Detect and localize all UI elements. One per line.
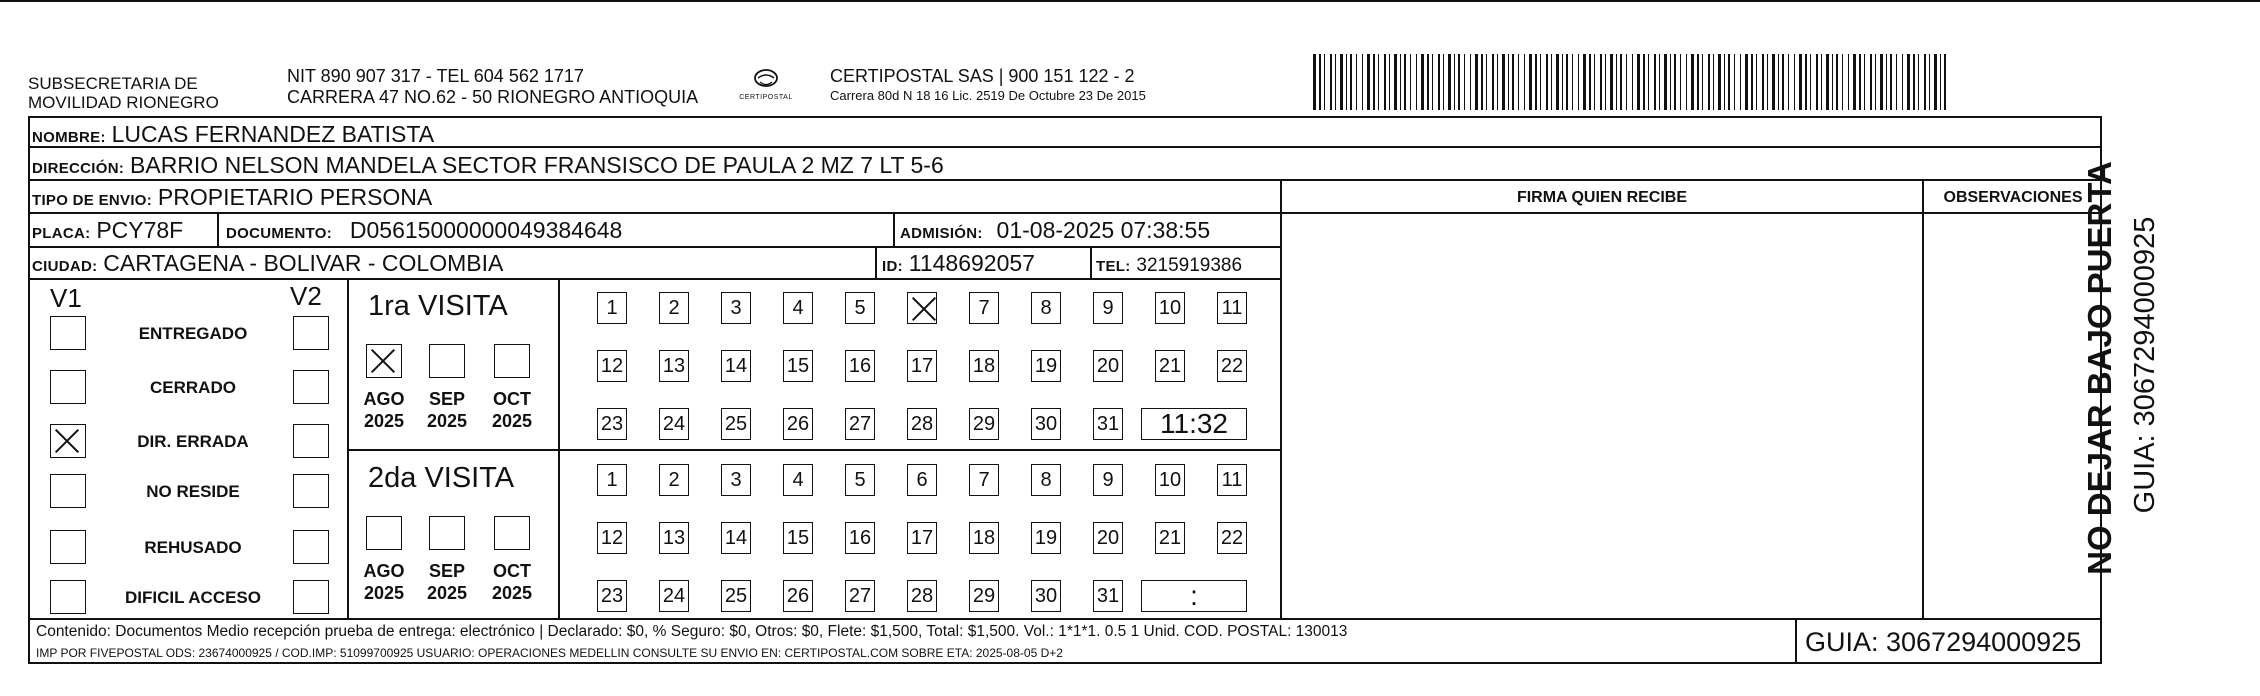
- day-box[interactable]: 18: [969, 522, 999, 554]
- barcode-bar: [1335, 54, 1336, 110]
- barcode-bar: [1648, 54, 1649, 110]
- barcode-bar: [1826, 54, 1829, 110]
- barcode-bar: [1880, 54, 1883, 110]
- v2-checkbox[interactable]: [293, 474, 329, 508]
- v1-checkbox[interactable]: [50, 316, 86, 350]
- barcode-bar: [1346, 54, 1347, 110]
- day-box[interactable]: 29: [969, 580, 999, 612]
- barcode-bar: [1556, 54, 1559, 110]
- day-box[interactable]: 19: [1031, 350, 1061, 382]
- day-box[interactable]: 17: [907, 350, 937, 382]
- day-box[interactable]: 22: [1217, 350, 1247, 382]
- barcode-bar: [1481, 54, 1483, 110]
- license-line: Carrera 80d N 18 16 Lic. 2519 De Octubre 23 De 2015: [830, 88, 1146, 103]
- barcode-bar: [1448, 54, 1451, 110]
- barcode-bar: [1373, 54, 1375, 110]
- barcode-bar: [1853, 54, 1856, 110]
- barcode-bar: [1432, 54, 1433, 110]
- day-box[interactable]: 27: [845, 580, 875, 612]
- day-box[interactable]: 31: [1093, 580, 1123, 612]
- day-box[interactable]: 21: [1155, 522, 1185, 554]
- barcode-bar: [1875, 54, 1876, 110]
- barcode-bar: [1362, 54, 1363, 110]
- barcode-bar: [1745, 54, 1748, 110]
- signature-divider: [1280, 179, 1282, 618]
- visit-title: 2da VISITA: [368, 462, 515, 494]
- placa-value: PCY78F: [96, 217, 184, 243]
- barcode-bar: [1907, 54, 1910, 110]
- nombre-row: [32, 122, 434, 150]
- sig-header-line: [1280, 212, 2102, 214]
- barcode-bar: [1421, 54, 1424, 110]
- direccion-value: BARRIO NELSON MANDELA SECTOR FRANSISCO DE PAULA 2 MZ 7 LT 5-6: [130, 152, 944, 178]
- v1-label: V1: [50, 283, 82, 313]
- day-box[interactable]: 7: [969, 292, 999, 324]
- day-box[interactable]: 13: [659, 522, 689, 554]
- status-label: ENTREGADO: [138, 324, 248, 343]
- id-label: ID:: [882, 258, 903, 275]
- barcode-bar: [1578, 54, 1579, 110]
- day-box[interactable]: 10: [1155, 464, 1185, 496]
- barcode-bar: [1778, 54, 1779, 110]
- month-year: 2025: [491, 583, 533, 603]
- barcode-bar: [1620, 54, 1622, 110]
- month-checkbox[interactable]: [429, 344, 465, 378]
- barcode-bar: [1864, 54, 1865, 110]
- no-dejar-bajo-puerta: NO DEJAR BAJO PUERTA: [2081, 161, 2118, 575]
- barcode-bar: [1728, 54, 1730, 110]
- day-box[interactable]: 4: [783, 464, 813, 496]
- status-label: CERRADO: [150, 378, 236, 397]
- barcode-bar: [1805, 54, 1807, 110]
- barcode-bar: [1697, 54, 1699, 110]
- v2-checkbox[interactable]: [293, 580, 329, 614]
- barcode-bar: [1674, 54, 1676, 110]
- month-year: 2025: [363, 411, 405, 431]
- barcode-bar: [1637, 54, 1640, 110]
- day-box[interactable]: 9: [1093, 292, 1123, 324]
- barcode-bar: [1751, 54, 1753, 110]
- month-name: OCT: [493, 389, 531, 409]
- day-box[interactable]: 12: [597, 350, 627, 382]
- barcode-bar: [1870, 54, 1872, 110]
- logo-text: CERTIPOSTAL: [739, 94, 793, 101]
- barcode-bar: [1859, 54, 1861, 110]
- tel-label: TEL:: [1096, 258, 1131, 275]
- ciudad-value: CARTAGENA - BOLIVAR - COLOMBIA: [103, 250, 504, 276]
- status-label: DIR. ERRADA: [137, 432, 249, 451]
- day-box[interactable]: 20: [1093, 350, 1123, 382]
- barcode-bar: [1616, 54, 1617, 110]
- v1-checkbox[interactable]: [50, 370, 86, 404]
- barcode-bar: [1497, 54, 1498, 110]
- documento-label: DOCUMENTO:: [226, 225, 333, 242]
- admision-value: 01-08-2025 07:38:55: [996, 217, 1211, 243]
- day-box[interactable]: 23: [597, 580, 627, 612]
- v2-checkbox[interactable]: [293, 316, 329, 350]
- barcode-bar: [1718, 54, 1721, 110]
- barcode: [1313, 54, 1949, 110]
- barcode-bar: [1762, 54, 1764, 110]
- v2-checkbox[interactable]: [293, 370, 329, 404]
- day-box[interactable]: 24: [659, 580, 689, 612]
- barcode-bar: [1664, 54, 1667, 110]
- month-label: [357, 388, 411, 432]
- v2-checkbox[interactable]: [293, 530, 329, 564]
- v1-checkbox[interactable]: [50, 580, 86, 614]
- month-label: [420, 388, 474, 432]
- barcode-bar: [1384, 54, 1386, 110]
- day-box[interactable]: 8: [1031, 464, 1061, 496]
- day-box[interactable]: 14: [721, 350, 751, 382]
- month-checkbox[interactable]: [494, 344, 530, 378]
- placa-cell: [32, 218, 183, 246]
- month-label: [485, 560, 539, 604]
- month-label: [485, 388, 539, 432]
- barcode-bar: [1934, 54, 1937, 110]
- status-divider: [347, 278, 349, 618]
- org-contact: [287, 66, 698, 108]
- day-box[interactable]: 28: [907, 408, 937, 440]
- time-box[interactable]: 11:32: [1141, 408, 1247, 440]
- barcode-bar: [1594, 54, 1595, 110]
- barcode-bar: [1508, 54, 1509, 110]
- day-box[interactable]: 15: [783, 522, 813, 554]
- barcode-bar: [1654, 54, 1656, 110]
- day-box[interactable]: 11: [1217, 292, 1247, 324]
- day-box[interactable]: 25: [721, 580, 751, 612]
- check-x-icon: [54, 428, 80, 454]
- documento-cell: [226, 218, 622, 246]
- barcode-bar: [1724, 54, 1725, 110]
- barcode-bar: [1686, 54, 1687, 110]
- month-name: AGO: [363, 561, 405, 581]
- month-name: OCT: [493, 561, 531, 581]
- barcode-bar: [1535, 54, 1537, 110]
- nit-line: NIT 890 907 317 - TEL 604 562 1717: [287, 66, 584, 86]
- day-box[interactable]: 31: [1093, 408, 1123, 440]
- barcode-bar: [1438, 54, 1440, 110]
- barcode-bar: [1794, 54, 1795, 110]
- direccion-row: [32, 153, 944, 181]
- month-name: SEP: [428, 561, 466, 581]
- month-name: AGO: [363, 389, 405, 409]
- day-box[interactable]: 12: [597, 522, 627, 554]
- tel-value: 3215919386: [1136, 255, 1243, 276]
- day-box[interactable]: 26: [783, 408, 813, 440]
- day-box[interactable]: [907, 292, 937, 324]
- barcode-bar: [1842, 54, 1843, 110]
- day-box[interactable]: 2: [659, 292, 689, 324]
- nombre-label: NOMBRE:: [32, 129, 106, 146]
- day-box[interactable]: 4: [783, 292, 813, 324]
- barcode-bar: [1443, 54, 1444, 110]
- day-box[interactable]: 15: [783, 350, 813, 382]
- company-info: [830, 66, 1146, 105]
- barcode-bar: [1772, 54, 1775, 110]
- barcode-bar: [1367, 54, 1370, 110]
- day-box[interactable]: 10: [1155, 292, 1185, 324]
- barcode-bar: [1389, 54, 1390, 110]
- day-box[interactable]: 1: [597, 464, 627, 496]
- documento-value: D05615000000049384648: [349, 217, 623, 243]
- barcode-bar: [1464, 54, 1465, 110]
- side-guia: GUIA: 3067294000925: [2129, 216, 2161, 514]
- barcode-bar: [1782, 54, 1784, 110]
- barcode-bar: [1890, 54, 1892, 110]
- barcode-bar: [1551, 54, 1552, 110]
- barcode-bar: [1486, 54, 1487, 110]
- barcode-bar: [1821, 54, 1822, 110]
- day-box[interactable]: 2: [659, 464, 689, 496]
- barcode-bar: [1540, 54, 1541, 110]
- barcode-bar: [1913, 54, 1915, 110]
- org-line-2: MOVILIDAD RIONEGRO: [28, 93, 219, 112]
- check-x-icon: [911, 296, 937, 322]
- month-checkbox[interactable]: [429, 516, 465, 550]
- barcode-bar: [1319, 54, 1321, 110]
- barcode-bar: [1902, 54, 1903, 110]
- barcode-bar: [1458, 54, 1460, 110]
- barcode-bar: [1632, 54, 1633, 110]
- footer-line: [28, 618, 2102, 620]
- barcode-bar: [1566, 54, 1568, 110]
- barcode-bar: [1394, 54, 1397, 110]
- barcode-bar: [1659, 54, 1660, 110]
- barcode-bar: [1767, 54, 1768, 110]
- barcode-bar: [1529, 54, 1532, 110]
- observaciones-label: OBSERVACIONES: [1943, 189, 2083, 206]
- ciudad-label: CIUDAD:: [32, 258, 98, 275]
- barcode-bar: [1643, 54, 1645, 110]
- day-box[interactable]: 18: [969, 350, 999, 382]
- day-box[interactable]: 27: [845, 408, 875, 440]
- barcode-bar: [1713, 54, 1714, 110]
- barcode-bar: [1350, 54, 1352, 110]
- status-label: NO RESIDE: [146, 482, 240, 501]
- day-box[interactable]: 19: [1031, 522, 1061, 554]
- direccion-label: DIRECCIÓN:: [32, 160, 125, 177]
- day-box[interactable]: 5: [845, 464, 875, 496]
- day-box[interactable]: 22: [1217, 522, 1247, 554]
- day-box[interactable]: 17: [907, 522, 937, 554]
- id-cell: [882, 251, 1035, 279]
- barcode-bar: [1583, 54, 1586, 110]
- v1-checkbox[interactable]: [50, 530, 86, 564]
- cell-divider: [875, 246, 877, 278]
- contenido-line: Contenido: Documentos Medio recepción prueba de entrega: electrónico | Declarado: $0, % Seguro: $0, Otros: $0, Flete: $1,500, Total: $1,500. Vol.: 1*1*1. 0.5 1 Unid. COD. POSTAL: 130013: [36, 623, 1348, 640]
- cell-divider: [217, 212, 219, 246]
- tipo-envio-row: [32, 185, 432, 213]
- barcode-bar: [1832, 54, 1833, 110]
- time-box[interactable]: :: [1141, 580, 1247, 612]
- certipostal-logo: [738, 62, 794, 108]
- day-box[interactable]: 30: [1031, 408, 1061, 440]
- footer-divider: [1795, 618, 1797, 664]
- barcode-bar: [1410, 54, 1411, 110]
- barcode-bar: [1492, 54, 1494, 110]
- barcode-bar: [1886, 54, 1887, 110]
- barcode-bar: [1600, 54, 1602, 110]
- barcode-bar: [1918, 54, 1919, 110]
- barcode-bar: [1816, 54, 1818, 110]
- month-year: 2025: [491, 411, 533, 431]
- day-box[interactable]: 24: [659, 408, 689, 440]
- observaciones-divider: [1922, 179, 1924, 618]
- barcode-bar: [1924, 54, 1926, 110]
- day-box[interactable]: 16: [845, 522, 875, 554]
- barcode-bar: [1940, 54, 1941, 110]
- org-line-1: SUBSECRETARIA DE: [28, 74, 198, 93]
- visit-title: 1ra VISITA: [368, 290, 508, 322]
- visit-separator: [347, 449, 1280, 451]
- company-line: CERTIPOSTAL SAS | 900 151 122 - 2: [830, 66, 1135, 86]
- barcode-bar: [1848, 54, 1849, 110]
- barcode-bar: [1427, 54, 1429, 110]
- status-label: DIFICIL ACCESO: [124, 588, 261, 607]
- barcode-bar: [1400, 54, 1401, 110]
- cell-divider: [1090, 246, 1092, 278]
- month-checkbox[interactable]: [366, 344, 402, 378]
- day-box[interactable]: 14: [721, 522, 751, 554]
- visit-divider: [558, 278, 560, 618]
- tipo-envio-label: TIPO DE ENVIO:: [32, 192, 153, 209]
- barcode-bar: [1670, 54, 1671, 110]
- day-box[interactable]: 1: [597, 292, 627, 324]
- day-box[interactable]: 5: [845, 292, 875, 324]
- barcode-bar: [1788, 54, 1789, 110]
- barcode-bar: [1356, 54, 1357, 110]
- barcode-bar: [1605, 54, 1606, 110]
- day-box[interactable]: 3: [721, 292, 751, 324]
- barcode-bar: [1680, 54, 1681, 110]
- nombre-value: LUCAS FERNANDEZ BATISTA: [111, 121, 435, 147]
- v1-checkbox[interactable]: [50, 424, 86, 458]
- month-label: [357, 560, 411, 604]
- barcode-bar: [1340, 54, 1343, 110]
- barcode-bar: [1610, 54, 1613, 110]
- day-box[interactable]: 29: [969, 408, 999, 440]
- day-box[interactable]: 11: [1217, 464, 1247, 496]
- month-year: 2025: [363, 583, 405, 603]
- admision-label: ADMISIÓN:: [900, 225, 983, 242]
- v1-checkbox[interactable]: [50, 474, 86, 508]
- barcode-bar: [1512, 54, 1514, 110]
- day-box[interactable]: 23: [597, 408, 627, 440]
- month-name: SEP: [428, 389, 466, 409]
- status-label: REHUSADO: [144, 538, 242, 557]
- guia-footer: GUIA: 3067294000925: [1805, 627, 2082, 657]
- top-border: [0, 0, 2260, 2]
- placa-label: PLACA:: [32, 225, 91, 242]
- month-year: 2025: [426, 583, 468, 603]
- barcode-bar: [1546, 54, 1548, 110]
- barcode-bar: [1324, 54, 1325, 110]
- barcode-bar: [1330, 54, 1332, 110]
- barcode-bar: [1518, 54, 1519, 110]
- day-box[interactable]: 21: [1155, 350, 1185, 382]
- check-x-icon: [370, 348, 396, 374]
- ciudad-cell: [32, 251, 503, 279]
- day-box[interactable]: 6: [907, 464, 937, 496]
- row-line: [28, 246, 1280, 248]
- barcode-bar: [1944, 54, 1946, 110]
- month-year: 2025: [426, 411, 468, 431]
- month-checkbox[interactable]: [366, 516, 402, 550]
- day-box[interactable]: 9: [1093, 464, 1123, 496]
- barcode-bar: [1378, 54, 1379, 110]
- day-box[interactable]: 26: [783, 580, 813, 612]
- barcode-bar: [1502, 54, 1505, 110]
- barcode-bar: [1810, 54, 1811, 110]
- day-box[interactable]: 16: [845, 350, 875, 382]
- org-name: [28, 74, 219, 112]
- barcode-bar: [1313, 54, 1316, 110]
- barcode-bar: [1524, 54, 1525, 110]
- barcode-bar: [1799, 54, 1802, 110]
- barcode-bar: [1475, 54, 1478, 110]
- barcode-bar: [1572, 54, 1573, 110]
- barcode-bar: [1626, 54, 1627, 110]
- v2-label: V2: [290, 281, 322, 311]
- barcode-bar: [1416, 54, 1417, 110]
- day-box[interactable]: 20: [1093, 522, 1123, 554]
- barcode-bar: [1929, 54, 1930, 110]
- barcode-bar: [1734, 54, 1735, 110]
- tipo-envio-value: PROPIETARIO PERSONA: [157, 184, 433, 210]
- barcode-bar: [1562, 54, 1563, 110]
- cell-divider: [893, 212, 895, 246]
- barcode-bar: [1702, 54, 1703, 110]
- barcode-bar: [1470, 54, 1471, 110]
- barcode-bar: [1404, 54, 1406, 110]
- day-box[interactable]: 25: [721, 408, 751, 440]
- day-box[interactable]: 8: [1031, 292, 1061, 324]
- month-label: [420, 560, 474, 604]
- month-checkbox[interactable]: [494, 516, 530, 550]
- barcode-bar: [1836, 54, 1838, 110]
- admision-cell: [900, 218, 1210, 246]
- day-box[interactable]: 28: [907, 580, 937, 612]
- tel-cell: [1096, 253, 1242, 279]
- v2-checkbox[interactable]: [293, 424, 329, 458]
- imp-line: IMP POR FIVEPOSTAL ODS: 23674000925 / COD.IMP: 51099700925 USUARIO: OPERACIONES MEDELLIN CONSULTE SU ENVIO EN: CERTIPOSTAL.COM SOBRE ETA: 2025-08-05 D+2: [36, 646, 1063, 660]
- day-box[interactable]: 7: [969, 464, 999, 496]
- barcode-bar: [1589, 54, 1591, 110]
- day-box[interactable]: 30: [1031, 580, 1061, 612]
- barcode-bar: [1756, 54, 1757, 110]
- firma-quien-recibe-label: FIRMA QUIEN RECIBE: [1516, 189, 1688, 206]
- day-box[interactable]: 13: [659, 350, 689, 382]
- day-box[interactable]: 3: [721, 464, 751, 496]
- barcode-bar: [1691, 54, 1694, 110]
- address-line: CARRERA 47 NO.62 - 50 RIONEGRO ANTIOQUIA: [287, 87, 699, 107]
- barcode-bar: [1896, 54, 1897, 110]
- barcode-bar: [1708, 54, 1710, 110]
- barcode-bar: [1740, 54, 1741, 110]
- barcode-bar: [1454, 54, 1455, 110]
- id-value: 1148692057: [908, 250, 1035, 276]
